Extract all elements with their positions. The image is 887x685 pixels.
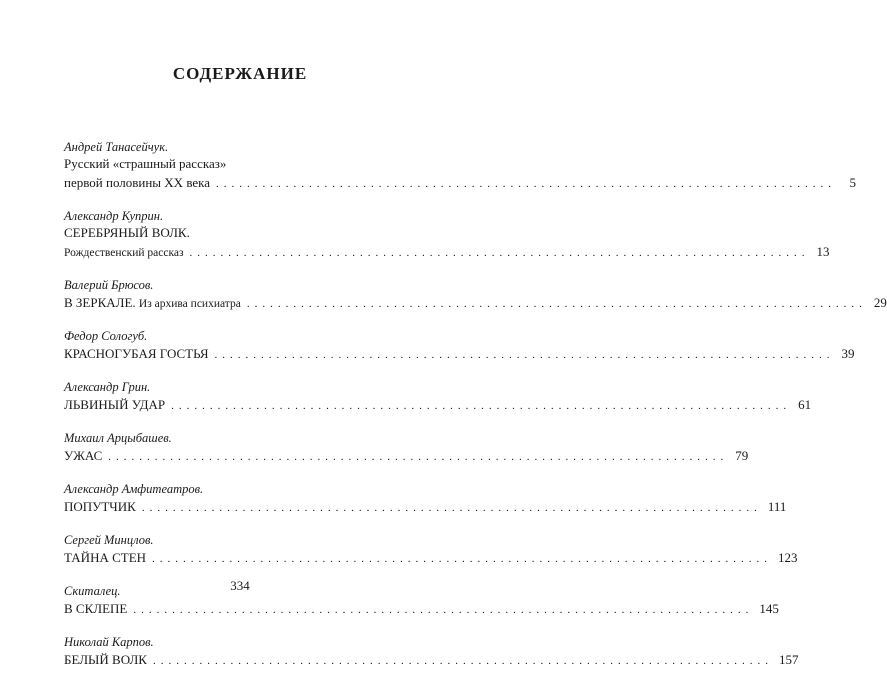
dot-leader: ................................................................................ xyxy=(246,298,867,310)
toc-entry xyxy=(64,277,887,314)
toc-title-line: Русский «страшный рассказ» xyxy=(64,156,227,171)
toc-page: 5 xyxy=(849,175,857,190)
toc-title: Рождественский рассказ xyxy=(64,247,184,259)
toc-title: БЕЛЫЙ ВОЛК xyxy=(64,652,147,667)
toc-line xyxy=(64,293,887,314)
toc-title: УЖАС xyxy=(64,448,103,463)
toc-page: 145 xyxy=(759,601,779,616)
toc-line xyxy=(64,395,812,416)
toc-page: 61 xyxy=(798,397,812,412)
toc-title: ЛЬВИНЫЙ УДАР xyxy=(64,397,166,412)
toc-author: Скиталец. xyxy=(64,584,121,598)
toc-author: Валерий Брюсов. xyxy=(64,278,154,292)
toc-line xyxy=(64,599,779,620)
toc-title: ТАЙНА СТЕН xyxy=(64,550,147,565)
dot-leader: ................................................................................ xyxy=(214,349,835,361)
table-of-contents xyxy=(64,139,887,685)
toc-entry xyxy=(64,532,798,569)
toc-page: 13 xyxy=(816,244,830,259)
toc-line xyxy=(64,344,855,365)
dot-leader: ................................................................................ xyxy=(152,553,773,565)
toc-author: Андрей Танасейчук. xyxy=(64,140,169,154)
dot-leader: ................................................................................ xyxy=(141,502,762,514)
dot-leader: ................................................................................ xyxy=(189,247,810,259)
toc-entry xyxy=(64,430,749,467)
toc-page: 79 xyxy=(735,448,749,463)
toc-subtitle: Из архива психиатра xyxy=(138,298,241,310)
toc-title-line: СЕРЕБРЯНЫЙ ВОЛК. xyxy=(64,225,190,240)
toc-page: 39 xyxy=(841,346,855,361)
toc-page: 157 xyxy=(778,652,799,667)
toc-line xyxy=(64,446,749,467)
toc-title-text: В ЗЕРКАЛЕ. xyxy=(64,295,136,310)
toc-line xyxy=(64,242,830,263)
toc-entry xyxy=(64,379,812,416)
page-number: 334 xyxy=(230,578,250,593)
toc-title: КРАСНОГУБАЯ ГОСТЬЯ xyxy=(64,346,209,361)
toc-title: первой половины XX века xyxy=(64,175,211,190)
dot-leader: ................................................................................ xyxy=(108,451,729,463)
toc-entry xyxy=(64,328,855,365)
toc-author: Александр Грин. xyxy=(64,380,151,394)
toc-line xyxy=(64,650,799,671)
toc-entry xyxy=(64,139,857,194)
dot-leader: ................................................................................ xyxy=(152,655,773,667)
toc-author: Николай Карпов. xyxy=(64,635,154,649)
toc-author: Александр Амфитеатров. xyxy=(64,482,204,496)
page-title: СОДЕРЖАНИЕ xyxy=(172,64,308,83)
toc-entry xyxy=(64,481,787,518)
toc-author: Федор Сологуб. xyxy=(64,329,148,343)
toc-line xyxy=(64,497,787,518)
toc-title: В СКЛЕПЕ xyxy=(64,601,128,616)
toc-author: Сергей Минцлов. xyxy=(64,533,154,547)
toc-line xyxy=(64,548,798,569)
toc-title: ПОПУТЧИК xyxy=(64,499,136,514)
toc-page: 111 xyxy=(767,499,787,514)
toc-author: Михаил Арцыбашев. xyxy=(64,431,172,445)
toc-page: 29 xyxy=(873,295,887,310)
toc-line xyxy=(64,173,857,194)
dot-leader: ................................................................................ xyxy=(133,604,754,616)
dot-leader: ................................................................................ xyxy=(171,400,792,412)
dot-leader: ................................................................................ xyxy=(216,178,837,190)
toc-author: Александр Куприн. xyxy=(64,209,164,223)
toc-title xyxy=(64,293,241,314)
toc-page: 123 xyxy=(778,550,798,565)
toc-entry xyxy=(64,634,799,671)
toc-entry xyxy=(64,208,830,263)
